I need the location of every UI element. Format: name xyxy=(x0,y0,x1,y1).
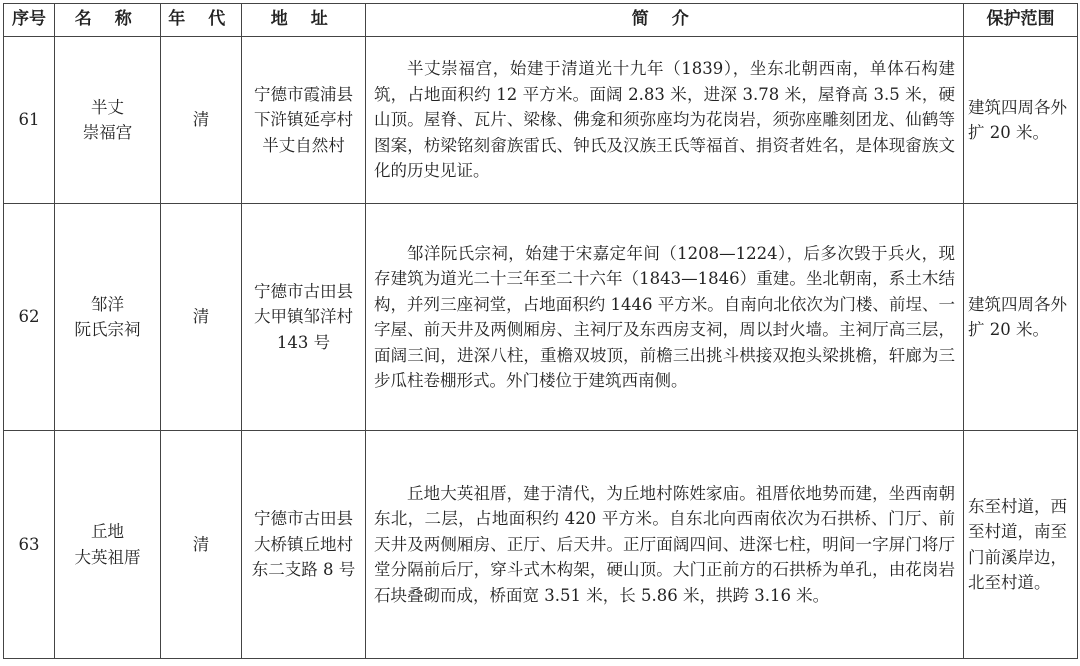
table-row xyxy=(4,204,1078,431)
protection-cell: 建筑四周各外扩 20 米。 xyxy=(964,37,1078,204)
protection-cell: 建筑四周各外扩 20 米。 xyxy=(964,204,1078,431)
protection-cell: 东至村道，西至村道，南至门前溪岸边，北至村道。 xyxy=(964,431,1078,659)
intro-cell: 半丈崇福宫，始建于清道光十九年（1839），坐东北朝西南，单体石构建筑，占地面积约 12 平方米。面阔 2.83 米，进深 3.78 米，屋脊高 3.5 米，硬山顶。屋脊、瓦片、梁椽、佛龛和须弥座均为花岗岩，须弥座雕刻团龙、仙鹤等图案，枋梁铭刻畲族雷氏、钟氏及汉族王氏等福首、捐资者姓名，是体现畲族文化的历史见证。 xyxy=(366,37,964,204)
header-era: 年 代 xyxy=(161,4,242,37)
era-cell: 清 xyxy=(161,431,242,659)
name-line: 丘地 xyxy=(91,522,124,541)
table-row xyxy=(4,431,1078,659)
name-line: 半丈 xyxy=(91,97,124,117)
intro-cell: 丘地大英祖厝，建于清代，为丘地村陈姓家庙。祖厝依地势而建，坐西南朝东北，二层，占地面积约 420 平方米。自东北向西南依次为石拱桥、门厅、前天井及两侧厢房、正厅、后天井。正厅面阔四间、进深七柱，明间一字屏门将厅堂分隔前后厅，穿斗式木构架，硬山顶。大门正前方的石拱桥为单孔，由花岗岩石块叠砌而成，桥面宽 3.51 米，长 5.86 米，拱跨 3.16 米。 xyxy=(366,431,964,659)
header-intro: 简 介 xyxy=(366,4,964,37)
name-line: 崇福宫 xyxy=(82,123,133,142)
header-protection: 保护范围 xyxy=(964,4,1078,37)
seq-cell: 63 xyxy=(4,431,55,659)
name-cell xyxy=(55,204,161,431)
address-cell: 宁德市古田县大甲镇邹洋村 143 号 xyxy=(242,204,366,431)
name-line: 大英祖厝 xyxy=(74,547,141,567)
table-row xyxy=(4,37,1078,204)
header-row xyxy=(4,4,1078,37)
name-cell xyxy=(55,431,161,659)
name-line: 邹洋 xyxy=(91,294,124,314)
name-line: 阮氏宗祠 xyxy=(74,320,141,339)
intro-cell: 邹洋阮氏宗祠，始建于宋嘉定年间（1208—1224），后多次毁于兵火，现存建筑为道光二十三年至二十六年（1843—1846）重建。坐北朝南，系土木结构，并列三座祠堂，占地面积约 1446 平方米。自南向北依次为门楼、前埕、一字屋、前天井及两侧厢房、主祠厅及东西房支祠，周以封火墙。主祠厅高三层，面阔三间，进深八柱，重檐双坡顶，前檐三出挑斗栱接双抱头梁挑檐，轩廊为三步瓜柱卷棚形式。外门楼位于建筑西南侧。 xyxy=(366,204,964,431)
address-cell: 宁德市霞浦县下浒镇延亭村半丈自然村 xyxy=(242,37,366,204)
header-address: 地 址 xyxy=(242,4,366,37)
seq-cell: 62 xyxy=(4,204,55,431)
era-cell: 清 xyxy=(161,204,242,431)
address-cell: 宁德市古田县大桥镇丘地村东二支路 8 号 xyxy=(242,431,366,659)
header-seq: 序号 xyxy=(4,4,55,37)
seq-cell: 61 xyxy=(4,37,55,204)
heritage-table xyxy=(3,3,1078,659)
header-name: 名 称 xyxy=(55,4,161,37)
era-cell: 清 xyxy=(161,37,242,204)
name-cell xyxy=(55,37,161,204)
